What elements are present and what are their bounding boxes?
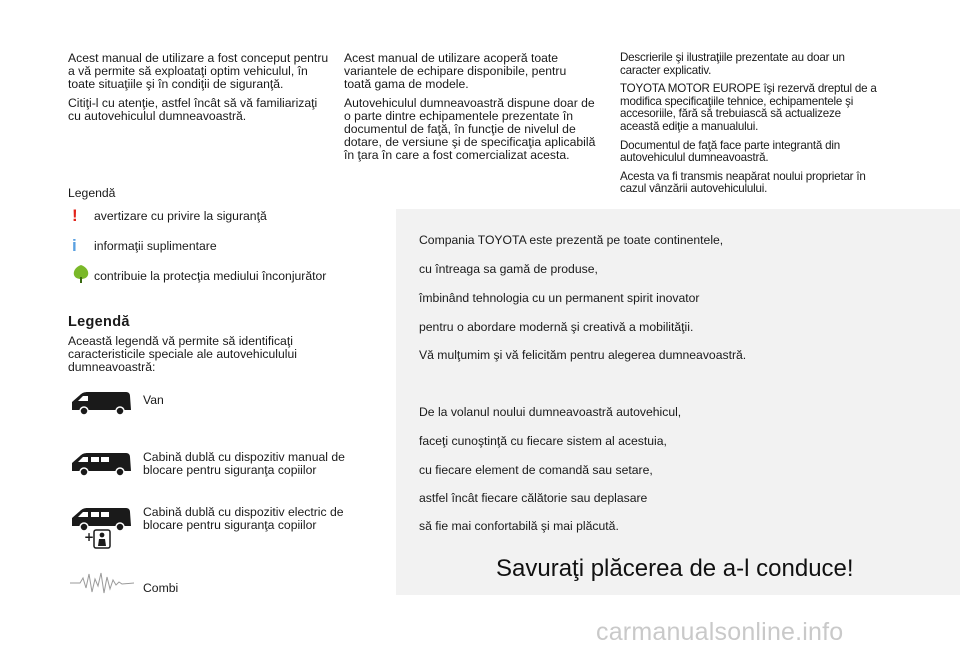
vehicle-legend-van [68,390,358,420]
vehicle-label: Cabină dublă cu dispozitiv electric de blocare pentru siguranţa copiilor [143,505,344,532]
intro-column-1 [68,52,330,129]
welcome-line: îmbinând tehnologia cu un permanent spirit inovator [419,291,700,305]
welcome-line: cu fiecare element de comandă sau setare, [419,463,653,477]
intro-paragraph: Autovehiculul dumneavoastră dispune doar de o parte dintre echipamentele prezentate în documentul de faţă, în funcţie de nivelul de dotare, de versiune şi de specificaţia aplicabilă în ţara în care a fost comercializat acesta. [344,96,596,162]
welcome-line: De la volanul noului dumneavoastră autovehicul, [419,405,682,419]
exclamation-icon: ! [72,206,78,225]
legend-title: Legendă [68,186,116,200]
leaf-icon [72,264,90,287]
welcome-line: să fie mai confortabilă şi mai plăcută. [419,519,619,533]
welcome-line: faceţi cunoştinţă cu fiecare sistem al acestuia, [419,434,667,448]
intro-paragraph: Acest manual de utilizare acoperă toate variantele de echipare disponibile, pentru toată gama de modele. [344,51,567,91]
intro-column-2 [344,52,596,168]
intro-paragraph: Descrierile şi ilustraţiile prezentate au doar un caracter explicativ. [620,51,845,77]
vehicle-legend-combi [68,570,358,598]
section-heading: Legendă [68,314,130,330]
intro-paragraph: Acesta va fi transmis neapărat noului proprietar în cazul vânzării autovehiculului. [620,169,866,196]
vehicle-legend-double-cab-electric [68,506,358,550]
welcome-line: astfel încât fiecare călătorie sau deplasare [419,491,648,505]
double-cab-electric-icon [70,506,134,557]
legend-item-label: informaţii suplimentare [94,239,217,253]
van-icon [70,390,134,421]
vehicle-label: Van [143,393,164,407]
legend-item-environment [72,264,326,287]
svg-text:+: + [84,530,95,544]
slogan: Savuraţi plăcerea de a-l conduce! [496,555,854,582]
info-icon: i [72,236,77,255]
watermark: carmanualsonline.info [596,618,844,646]
intro-paragraph: Citiţi-l cu atenţie, astfel încât să vă familiarizaţi cu autovehiculul dumneavoastră. [68,96,318,123]
intro-paragraph: Acest manual de utilizare a fost conceput pentru a vă permite să exploataţi optim vehiculul, în toate situaţiile şi în condiţii de siguranţă. [68,51,329,91]
intro-column-3 [620,52,882,202]
vehicle-label: Combi [143,581,179,595]
legend-item-info [72,236,217,256]
welcome-line: pentru o abordare modernă şi creativă a mobilităţii. [419,320,694,334]
double-cab-icon [70,451,134,482]
legend-intro-text: Această legendă vă permite să identificaţi caracteristicile speciale ale autovehiculului dumneavoastră: [68,334,297,374]
welcome-line: cu întreaga sa gamă de produse, [419,262,598,276]
intro-paragraph: TOYOTA MOTOR EUROPE îşi rezervă dreptul de a modifica specificaţiile tehnice, echipamentele şi accesoriile, fără să trebuiască să actualizeze această ediţie a manualului. [620,82,877,133]
vehicle-legend-double-cab-manual [68,451,358,481]
legend-item-warning [72,206,267,226]
welcome-panel [396,209,960,595]
legend-item-label: avertizare cu privire la siguranţă [94,209,267,223]
intro-paragraph: Documentul de faţă face parte integrantă din autovehiculul dumneavoastră. [620,138,841,165]
combi-icon [70,570,136,601]
legend-item-label: contribuie la protecţia mediului înconjurător [94,268,327,283]
vehicle-label: Cabină dublă cu dispozitiv manual de blocare pentru siguranţa copiilor [143,450,345,477]
welcome-line: Compania TOYOTA este prezentă pe toate continentele, [419,233,724,247]
welcome-line: Vă mulţumim şi vă felicităm pentru alegerea dumneavoastră. [419,348,747,362]
